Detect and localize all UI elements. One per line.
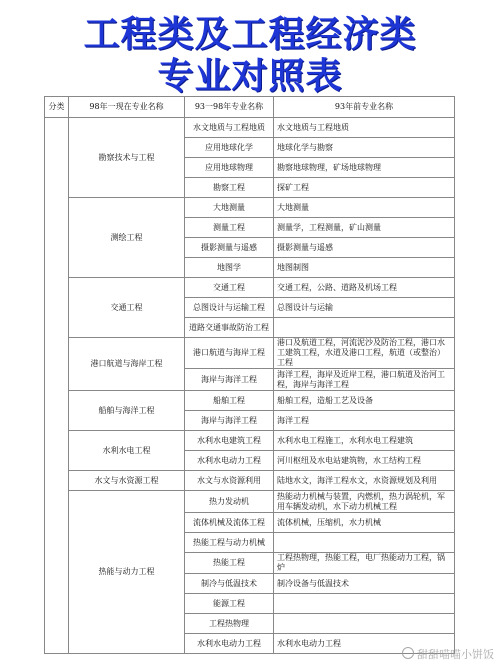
major-93-98-cell: 水利水电建筑工程 bbox=[185, 431, 274, 451]
major-93-98-cell: 热力发动机 bbox=[185, 491, 274, 513]
major-pre-93-cell: 陆地水文，海洋工程水文，水资源规划及利用 bbox=[274, 471, 455, 491]
major-pre-93-cell: 探矿工程 bbox=[274, 178, 455, 198]
page-subtitle: 专业对照表 bbox=[157, 56, 343, 97]
table-row bbox=[45, 338, 455, 369]
watermark-text: 甜甜喵喵小饼饭 bbox=[417, 648, 494, 661]
major-pre-93-cell: 地图制图 bbox=[274, 258, 455, 278]
major-pre-93-cell: 海洋工程 bbox=[274, 411, 455, 431]
major-93-98-cell: 道路交通事故防治工程 bbox=[185, 318, 274, 338]
header-93-98-major: 93一98年专业名称 bbox=[185, 97, 274, 118]
major-93-98-cell: 水利水电动力工程 bbox=[185, 634, 274, 654]
major-pre-93-cell: 大地测量 bbox=[274, 198, 455, 218]
table-body bbox=[45, 118, 455, 654]
header-category: 分类 bbox=[45, 97, 69, 118]
major-93-98-cell: 热能工程与动力机械 bbox=[185, 533, 274, 553]
major-93-98-cell: 水文地质与工程地质 bbox=[185, 118, 274, 138]
major-pre-93-cell bbox=[274, 614, 455, 634]
table-row bbox=[45, 118, 455, 138]
major-pre-93-cell: 流体机械，压缩机，水力机械 bbox=[274, 513, 455, 533]
major-93-98-cell: 制冷与低温技术 bbox=[185, 574, 274, 594]
major-pre-93-cell: 勘察地球物理，矿场地球物理 bbox=[274, 158, 455, 178]
major-93-98-cell: 地图学 bbox=[185, 258, 274, 278]
current-major-cell: 勘察技术与工程 bbox=[69, 118, 185, 198]
current-major-cell: 水利水电工程 bbox=[69, 431, 185, 471]
current-major-cell: 交通工程 bbox=[69, 278, 185, 338]
major-pre-93-cell: 港口及航道工程，河流泥沙及防治工程，港口水工建筑工程，水道及港口工程，航道（或整治）工程 bbox=[274, 338, 455, 369]
major-93-98-cell: 水文与水资源利用 bbox=[185, 471, 274, 491]
header-pre-93-major: 93年前专业名称 bbox=[274, 97, 455, 118]
major-pre-93-cell: 船舶工程，造船工艺及设备 bbox=[274, 391, 455, 411]
major-pre-93-cell bbox=[274, 318, 455, 338]
current-major-cell: 船舶与海洋工程 bbox=[69, 391, 185, 431]
major-pre-93-cell: 总图设计与运输 bbox=[274, 298, 455, 318]
major-93-98-cell: 海岸与海洋工程 bbox=[185, 411, 274, 431]
major-pre-93-cell: 海洋工程，海岸及近岸工程，港口航道及治河工程，海岸与海洋工程 bbox=[274, 369, 455, 391]
major-93-98-cell: 港口航道与海岸工程 bbox=[185, 338, 274, 369]
major-93-98-cell: 摄影测量与遥感 bbox=[185, 238, 274, 258]
major-pre-93-cell: 河川枢纽及水电站建筑物，水工结构工程 bbox=[274, 451, 455, 471]
major-93-98-cell: 测量工程 bbox=[185, 218, 274, 238]
major-93-98-cell: 工程热物理 bbox=[185, 614, 274, 634]
major-pre-93-cell bbox=[274, 533, 455, 553]
page-title: 工程类及工程经济类 bbox=[83, 14, 417, 55]
table-header-row bbox=[45, 97, 455, 118]
major-93-98-cell: 交通工程 bbox=[185, 278, 274, 298]
major-pre-93-cell: 摄影测量与遥感 bbox=[274, 238, 455, 258]
major-pre-93-cell bbox=[274, 594, 455, 614]
major-93-98-cell: 热能工程 bbox=[185, 553, 274, 574]
major-pre-93-cell: 水利水电动力工程 bbox=[274, 634, 455, 654]
major-93-98-cell: 勘察工程 bbox=[185, 178, 274, 198]
table-row bbox=[45, 471, 455, 491]
major-93-98-cell: 水利水电动力工程 bbox=[185, 451, 274, 471]
watermark bbox=[402, 646, 494, 662]
table-row bbox=[45, 491, 455, 513]
major-93-98-cell: 能源工程 bbox=[185, 594, 274, 614]
table-row bbox=[45, 278, 455, 298]
table-row bbox=[45, 391, 455, 411]
watermark-logo-icon bbox=[402, 647, 414, 659]
current-major-cell: 港口航道与海岸工程 bbox=[69, 338, 185, 391]
major-pre-93-cell: 热能动力机械与装置，内燃机，热力涡轮机，军用车辆发动机，水下动力机械工程 bbox=[274, 491, 455, 513]
current-major-cell: 热能与动力工程 bbox=[69, 491, 185, 654]
major-93-98-cell: 应用地球物理 bbox=[185, 158, 274, 178]
major-pre-93-cell: 地球化学与勘察 bbox=[274, 138, 455, 158]
major-93-98-cell: 海岸与海洋工程 bbox=[185, 369, 274, 391]
table-row bbox=[45, 431, 455, 451]
major-pre-93-cell: 交通工程，公路、道路及机场工程 bbox=[274, 278, 455, 298]
current-major-cell: 测绘工程 bbox=[69, 198, 185, 278]
major-pre-93-cell: 工程热物理，热能工程，电厂热能动力工程，锅炉 bbox=[274, 553, 455, 574]
major-pre-93-cell: 测量学，工程测量，矿山测量 bbox=[274, 218, 455, 238]
current-major-cell: 水文与水资源工程 bbox=[69, 471, 185, 491]
major-93-98-cell: 总图设计与运输工程 bbox=[185, 298, 274, 318]
category-cell bbox=[45, 118, 69, 654]
major-93-98-cell: 大地测量 bbox=[185, 198, 274, 218]
major-comparison-table bbox=[44, 96, 455, 654]
major-pre-93-cell: 水文地质与工程地质 bbox=[274, 118, 455, 138]
major-93-98-cell: 应用地球化学 bbox=[185, 138, 274, 158]
major-pre-93-cell: 水利水电工程施工，水利水电工程建筑 bbox=[274, 431, 455, 451]
major-pre-93-cell: 制冷设备与低温技术 bbox=[274, 574, 455, 594]
header-current-major: 98年一现在专业名称 bbox=[69, 97, 185, 118]
major-93-98-cell: 流体机械及流体工程 bbox=[185, 513, 274, 533]
major-93-98-cell: 船舶工程 bbox=[185, 391, 274, 411]
table-row bbox=[45, 198, 455, 218]
